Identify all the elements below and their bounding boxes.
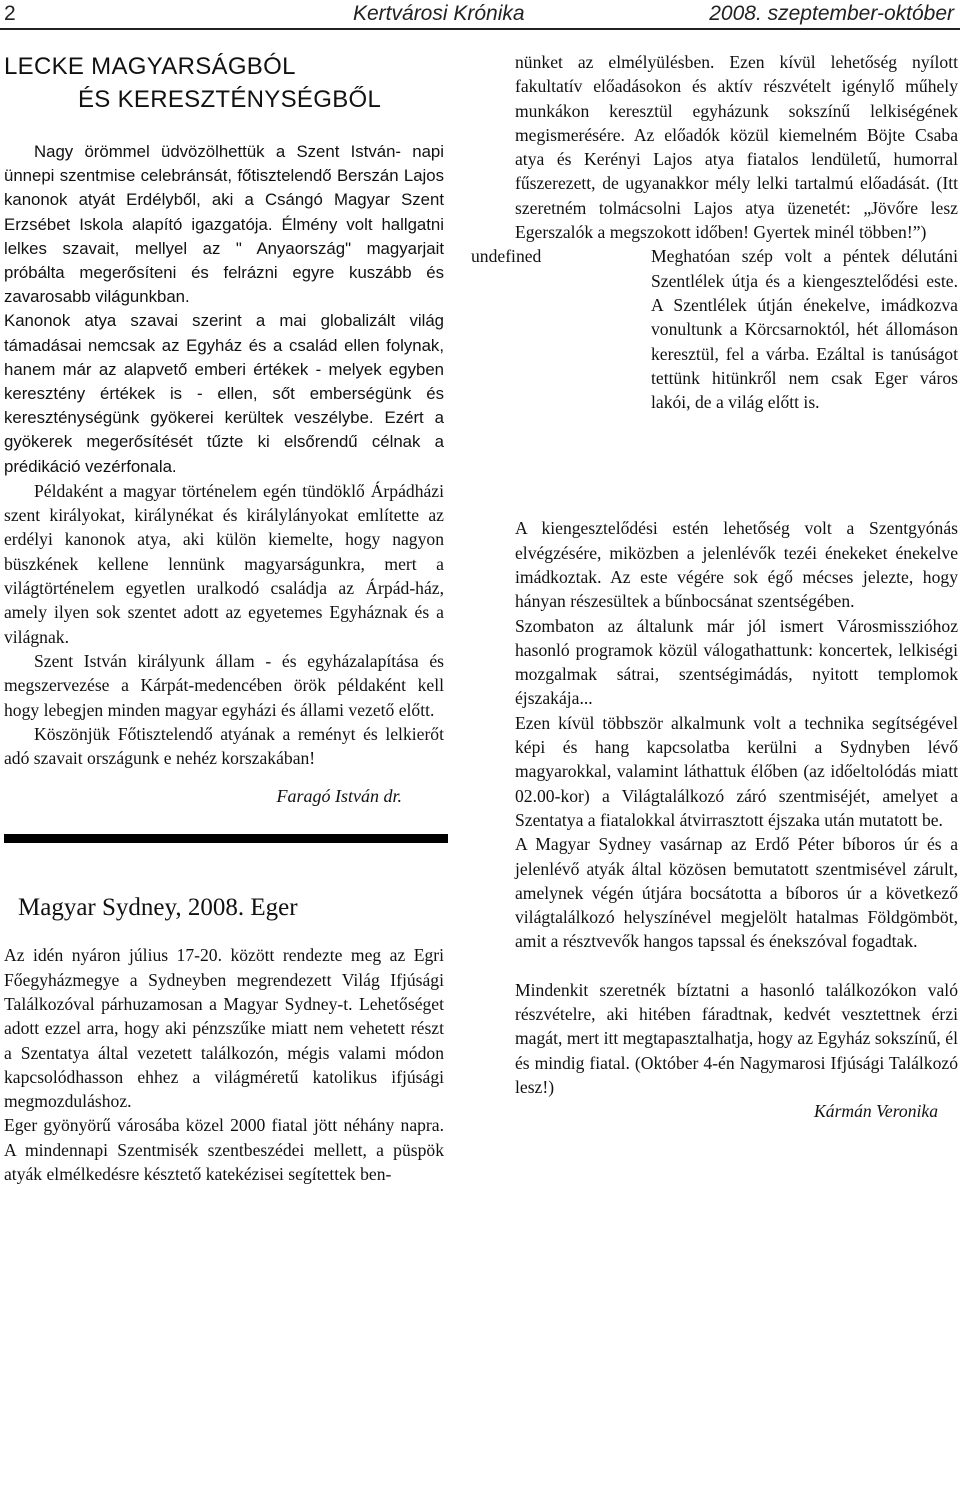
author-signature: Kármán Veronika — [814, 1101, 938, 1122]
issue-date: 2008. szeptember-október — [709, 2, 954, 25]
article-paragraph: Az idén nyáron július 17-20. között rendezte meg az Egri Főegyházmegye a Sydneyben megrendezett Világ Ifjúsági Találkozóval párhuzamosan a Magyar Sydney-t. Lehetőséget adott ezzel arra, hogy aki pénzszűke miatt nem vehetett részt a Szentatya által vezetett találkozón, mégis valami módon kapcsolódhasson ehhez a világméretű katolikus ifjúsági megmozduláshoz. — [4, 945, 444, 1112]
article-title-line1: LECKE MAGYARSÁGBÓL — [4, 53, 296, 80]
paragraph-gap — [515, 954, 958, 978]
magazine-name: Kertvárosi Krónika — [353, 2, 525, 25]
photo-globe-crowd: undefined — [471, 246, 542, 267]
article-title-line2: ÉS KERESZTÉNYSÉGBŐL — [78, 86, 382, 113]
article-paragraph: Ezen kívül többször alkalmunk volt a technika segítségével képi és hang kapcsolatba kerülni a Sydnyben lévő magyarokkal, valamint láthattuk élőben (az időeltolódás miatt 02.00-kor) a Világtalálkozó záró szentmiséjét, amelyet a Szentatya a fiatalokkal átvirrasztott éjszaka után mutatott be. — [515, 712, 958, 830]
article-title — [4, 50, 444, 116]
section-title: Magyar Sydney, 2008. Eger — [18, 894, 298, 922]
article-paragraph: Köszönjük Főtisztelendő atyának a reményt és lelkierőt adó szavait országunk e nehéz korszakában! — [4, 723, 444, 769]
article-paragraph: A Magyar Sydney vasárnap az Erdő Péter bíboros úr és a jelenlévő atyák által közösen bemutatott szentmisével zárult, amelynek végén útjára bocsátotta a bíboros úr a következő világtalálkozó helyszínével megjelölt hatalmas Földgömböt, amit a résztvevők hangos tapssal és énekszóval fogadtak. — [515, 834, 958, 952]
article-paragraph — [471, 244, 958, 414]
article-paragraph: Eger gyönyörű városába közel 2000 fiatal jött néhány napra. A mindennapi Szentmisék szentbeszédei mellett, a püspök atyák elmélkedésre késztető katekézisei segítettek ben- — [4, 1115, 444, 1185]
article-paragraph-text: Meghatóan szép volt a péntek délutáni Szentlélek útja és a kiengesztelődési este. A Szentlélek útján énekelve, imádkozva vonultunk a Körcsarnoktól, hét állomáson keresztül, fel a várba. Ezáltal is tanúságot tettünk hitünkről nem csak Eger város lakói, de a világ előtt is. — [651, 246, 958, 413]
article-paragraph: Nagy örömmel üdvözölhettük a Szent István- napi ünnepi szentmise celebránsát, főtisztelendő Berszán Lajos kanonok atyát Erdélyből, aki a Csángó Magyar Szent Erzsébet Iskola alapító igazgatója. Élmény volt hallgatni lelkes szavait, mellyel az " Anyaország" magyarjait próbálta megerősíteni és felrázni egyre kuszább és zavarosabb világunkban. — [4, 142, 444, 307]
header-rule — [0, 28, 960, 30]
left-column — [4, 50, 444, 1186]
article-paragraph-continued: nünket az elmélyülésben. Ezen kívül lehetőség nyílott fakultatív előadásokon és aktív részvételt igénylő műhely munkákon keresztül egyházunk sokszínű lelkiségének megismerésére. Az előadók közül kiemelném Böjte Csaba atya és Kerényi Lajos atya fiatalos lendületű, humorral fűszerezett, de ugyanakkor mély lelki tartalmú előadását. (Itt szeretném tolmácsolni Lajos atya üzenetét: „Jövőre lesz Egerszalók a megszokott időben! Gyertek minél többen!”) — [515, 52, 958, 243]
article-paragraph: Mindenkit szeretnék bíztatni a hasonló találkozókon való részvételre, aki hitében fáradtnak, kedvét vesztettnek érzi magát, mert itt megtapasztalhatja, hogy az Egyház sokszínű, él és mindig fiatal. (Október 4-én Nagymarosi Ifjúsági Találkozó lesz!) — [515, 979, 958, 1097]
running-header — [0, 0, 960, 30]
article-paragraph: Példaként a magyar történelem egén tündöklő Árpádházi szent királyokat, királynékat és királylányokat említette az erdélyi kanonok atya, aki külön kiemelte, hogy nagyon büszkének kellene lennünk magyarságunkra, mert a világtörténelem egyetlen uralkodó családja az Árpád-ház, amely ilyen sok szentet adott az egyetemes Egyháznak és a világnak. — [4, 480, 444, 647]
article-paragraph: A kiengesztelődési estén lehetőség volt a Szentgyónás elvégzésére, miközben a jelenlévők tezéi énekeket énekelve imádkoztak. Az este végére sok égő mécses jelezte, hogy hányan részesültek a bűnbocsánat szentségében. — [515, 518, 958, 612]
article-paragraph: Kanonok atya szavai szerint a mai globalizált világ támadásai nemcsak az Egyház és a család ellen folynak, hanem már az alapvető emberi értékek - melyek egyben keresztény értékek is - ellen, sőt emberségünk és kereszténységünk gyökerei kerültek veszélybe. Ezért a gyökerek megerősítését tűzte ki elsőrendű célnak a prédikáció vezérfonala. — [4, 311, 444, 476]
page-number: 2 — [4, 2, 16, 25]
article-paragraph: Szent István királyunk állam - és egyházalapítása és megszervezése a Kárpát-medencében örök példaként kell hogy lebegjen minden magyar egyházi és állami vezető előtt. — [4, 650, 444, 720]
author-signature: Faragó István dr. — [276, 786, 402, 807]
section-divider — [4, 834, 448, 843]
article-paragraph: Szombaton az általunk már jól ismert Városmisszióhoz hasonló programok közül válogathattunk: koncertek, lelkiségi mozgalmak sátrai, szentségimádás, nyitott templomok éjszakája... — [515, 615, 958, 709]
right-column — [471, 50, 958, 1124]
